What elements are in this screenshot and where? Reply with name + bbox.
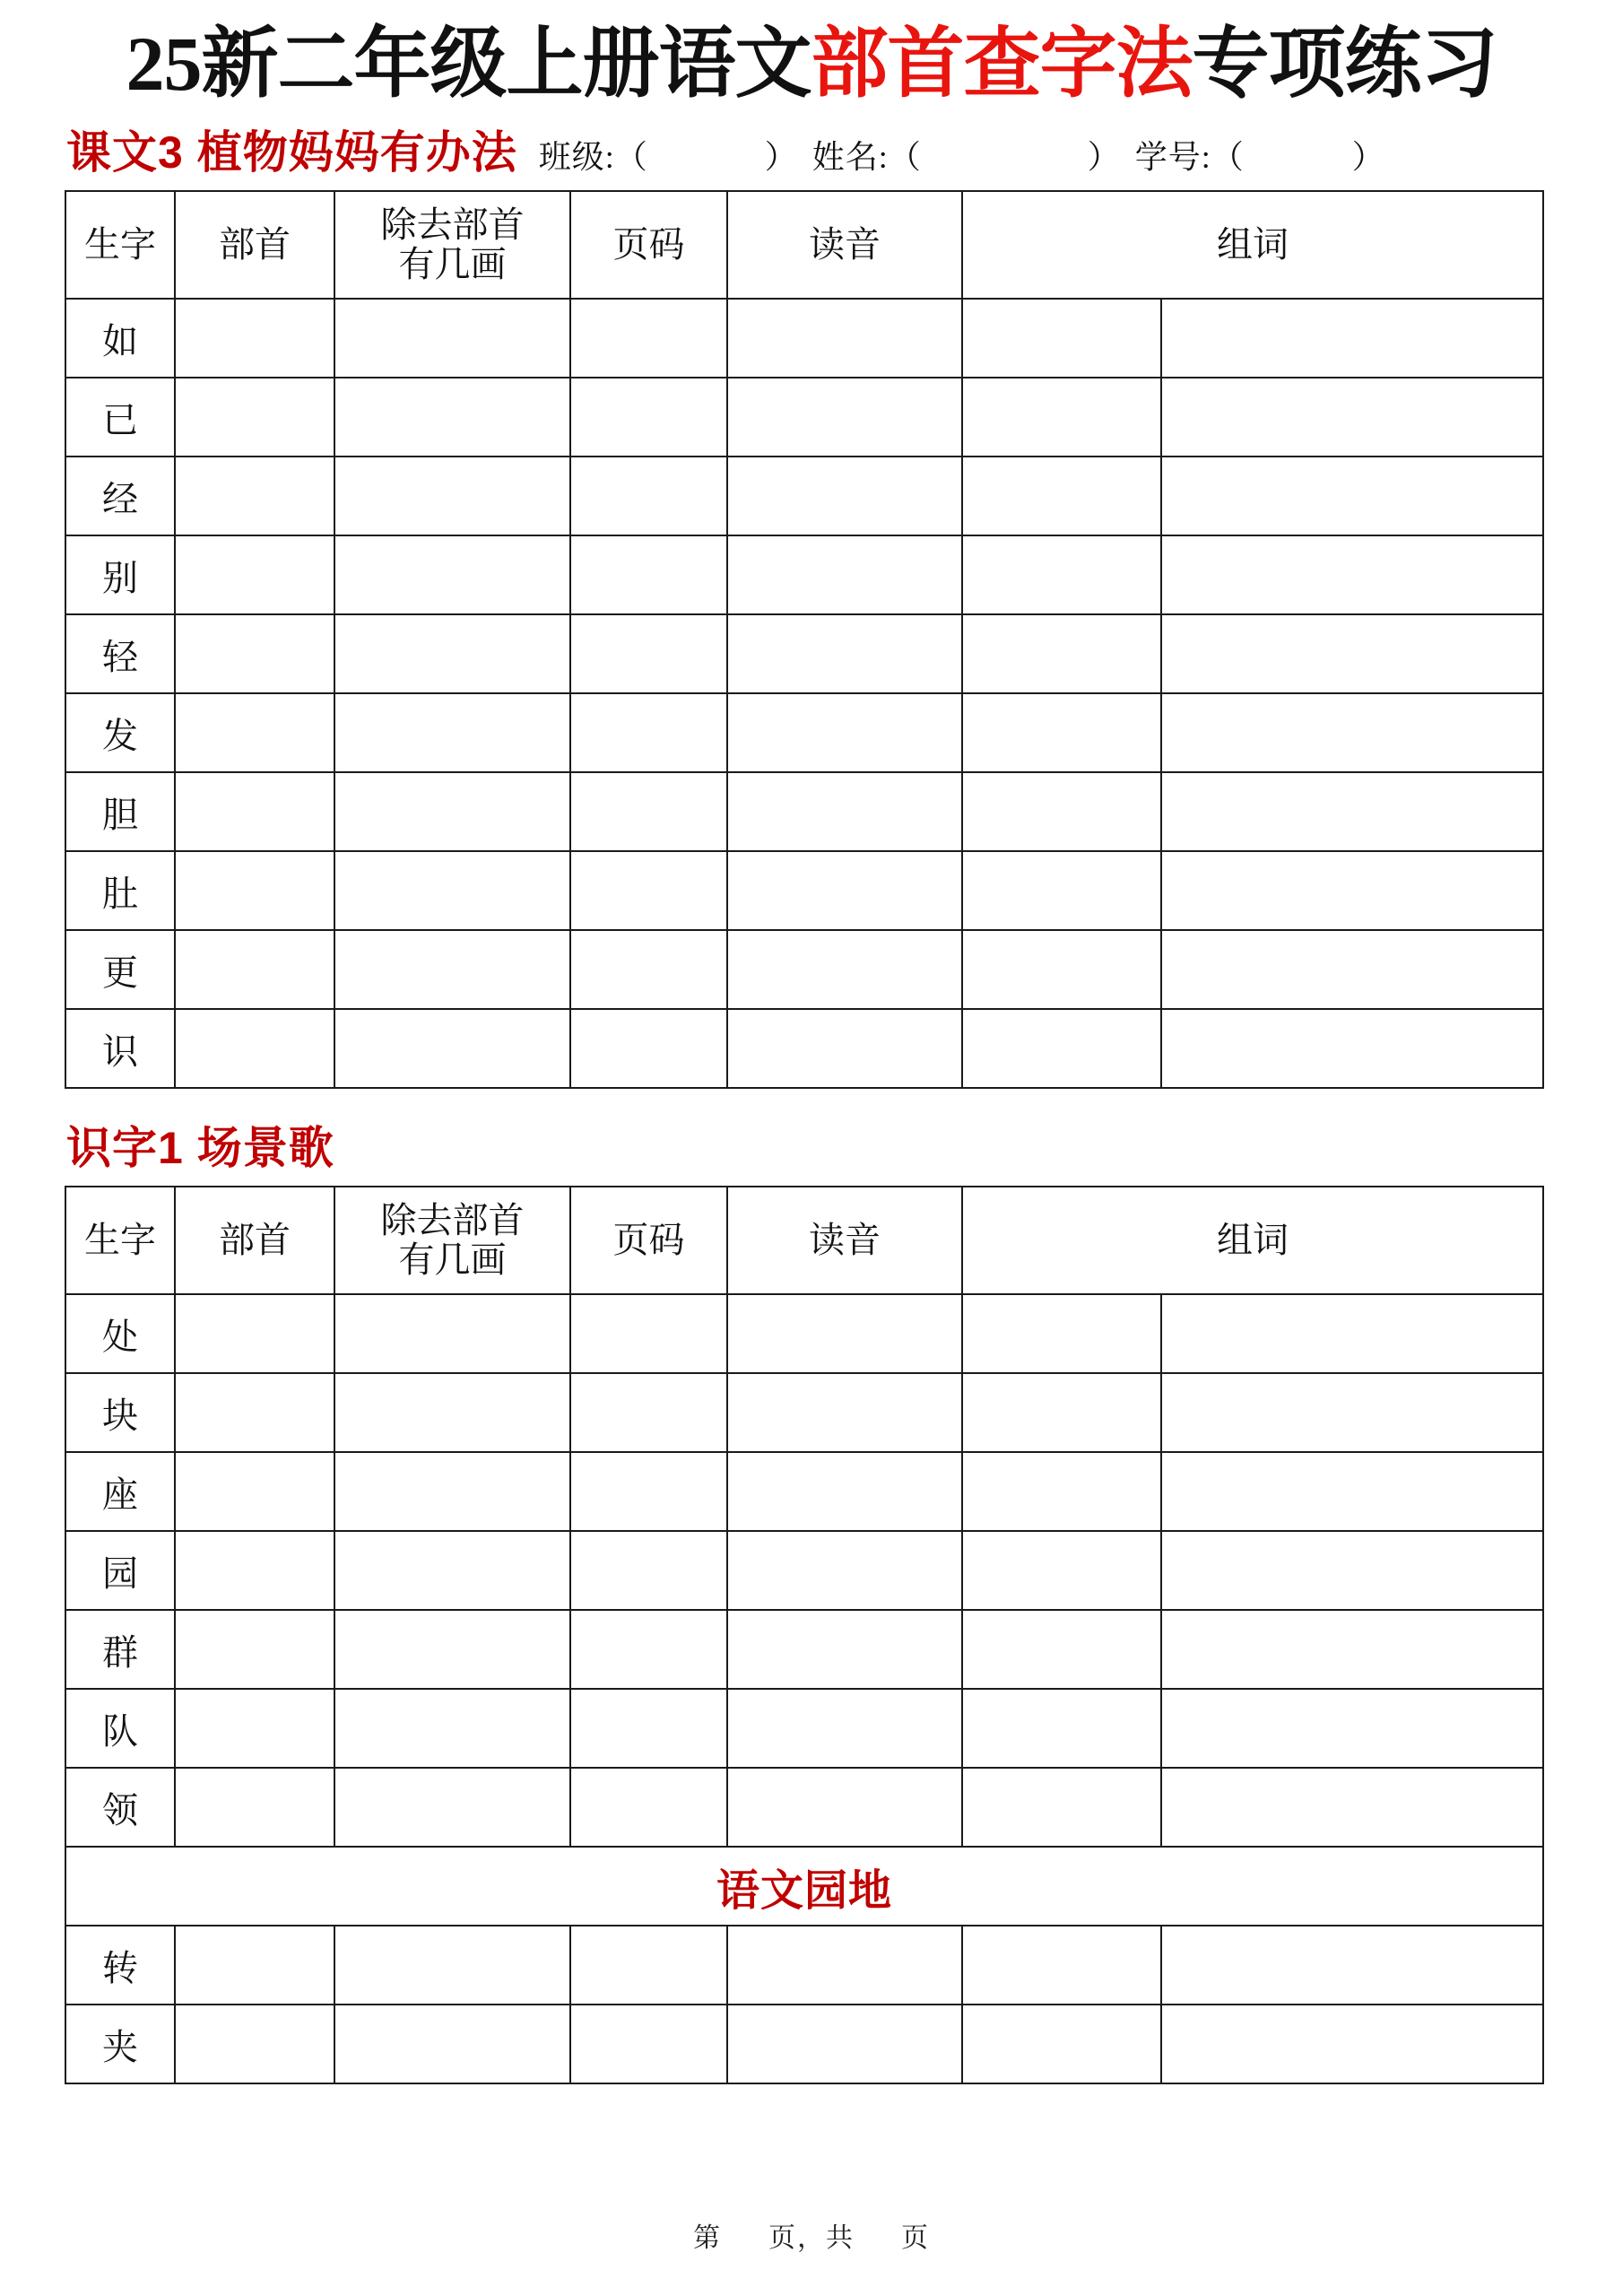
number-close-paren: ）: [1351, 139, 1385, 176]
cell-zuci-b[interactable]: [1161, 851, 1543, 930]
cell-duyin[interactable]: [727, 772, 962, 851]
cell-zuci-b[interactable]: [1161, 535, 1543, 614]
table-kewen3-body: [65, 299, 1543, 1088]
cell-huashu[interactable]: [334, 1689, 570, 1768]
cell-bushou[interactable]: [175, 930, 334, 1009]
cell-shengzi: 更: [65, 930, 175, 1009]
table-header-row: [65, 1187, 1543, 1294]
cell-zuci-a[interactable]: [962, 457, 1161, 535]
cell-yema[interactable]: [570, 2005, 727, 2083]
name-close-paren: ）: [1087, 139, 1121, 176]
cell-shengzi: 发: [65, 693, 175, 772]
cell-duyin[interactable]: [727, 1926, 962, 2005]
cell-shengzi: 群: [65, 1610, 175, 1689]
cell-duyin[interactable]: [727, 1768, 962, 1847]
cell-duyin[interactable]: [727, 1452, 962, 1531]
cell-huashu[interactable]: [334, 1452, 570, 1531]
table-row: [65, 378, 1543, 457]
cell-yema[interactable]: [570, 457, 727, 535]
cell-duyin[interactable]: [727, 614, 962, 693]
cell-huashu[interactable]: [334, 1926, 570, 2005]
cell-bushou[interactable]: [175, 1452, 334, 1531]
cell-bushou[interactable]: [175, 772, 334, 851]
cell-duyin[interactable]: [727, 1294, 962, 1373]
cell-yema[interactable]: [570, 378, 727, 457]
cell-zuci-a[interactable]: [962, 772, 1161, 851]
cell-shengzi: 别: [65, 535, 175, 614]
cell-shengzi: 识: [65, 1009, 175, 1088]
cell-zuci-a[interactable]: [962, 2005, 1161, 2083]
cell-zuci-b[interactable]: [1161, 1768, 1543, 1847]
cell-yema[interactable]: [570, 1009, 727, 1088]
cell-huashu[interactable]: [334, 1009, 570, 1088]
cell-zuci-a[interactable]: [962, 1610, 1161, 1689]
cell-bushou[interactable]: [175, 299, 334, 378]
table-row: [65, 1768, 1543, 1847]
table-row: [65, 1689, 1543, 1768]
cell-zuci-b[interactable]: [1161, 930, 1543, 1009]
cell-duyin[interactable]: [727, 2005, 962, 2083]
cell-duyin[interactable]: [727, 299, 962, 378]
cell-zuci-a[interactable]: [962, 1531, 1161, 1610]
col-header-bushou: 部首: [175, 191, 334, 299]
cell-yema[interactable]: [570, 614, 727, 693]
cell-shengzi: 领: [65, 1768, 175, 1847]
section-title-kewen3: 课文3 植物妈妈有办法: [66, 127, 517, 178]
table-row: [65, 1294, 1543, 1373]
student-info-fields: [539, 132, 1385, 178]
cell-shengzi: 座: [65, 1452, 175, 1531]
cell-huashu[interactable]: [334, 2005, 570, 2083]
cell-yema[interactable]: [570, 1294, 727, 1373]
cell-zuci-b[interactable]: [1161, 299, 1543, 378]
table-shizi1: [65, 1186, 1544, 2084]
cell-yema[interactable]: [570, 1768, 727, 1847]
col-header-shengzi: 生字: [65, 1187, 175, 1294]
table-row: [65, 1610, 1543, 1689]
cell-zuci-b[interactable]: [1161, 1610, 1543, 1689]
cell-yema[interactable]: [570, 851, 727, 930]
col-header-duyin: 读音: [727, 191, 962, 299]
cell-zuci-a[interactable]: [962, 930, 1161, 1009]
cell-zuci-a[interactable]: [962, 1926, 1161, 2005]
cell-zuci-a[interactable]: [962, 1373, 1161, 1452]
table-shizi1-body: [65, 1294, 1543, 2083]
class-close-paren: ）: [764, 139, 798, 176]
cell-huashu[interactable]: [334, 1531, 570, 1610]
cell-zuci-b[interactable]: [1161, 772, 1543, 851]
cell-zuci-b[interactable]: [1161, 1531, 1543, 1610]
subsection-title-text: 语文园地: [716, 1866, 892, 1915]
table-row: [65, 1452, 1543, 1531]
cell-shengzi: 转: [65, 1926, 175, 2005]
cell-shengzi: 园: [65, 1531, 175, 1610]
footer-prefix: 第: [693, 2223, 722, 2253]
cell-bushou[interactable]: [175, 614, 334, 693]
page-footer: [0, 2215, 1623, 2255]
cell-duyin[interactable]: [727, 1531, 962, 1610]
cell-duyin[interactable]: [727, 535, 962, 614]
section-title-shizi1: 识字1 场景歌: [66, 1123, 334, 1174]
cell-huashu[interactable]: [334, 1610, 570, 1689]
col-header-duyin: 读音: [727, 1187, 962, 1294]
cell-zuci-b[interactable]: [1161, 457, 1543, 535]
col-header-huashu: [334, 1187, 570, 1294]
cell-bushou[interactable]: [175, 693, 334, 772]
cell-yema[interactable]: [570, 772, 727, 851]
cell-bushou[interactable]: [175, 378, 334, 457]
title-part-2: 专项练习: [1192, 21, 1497, 107]
cell-zuci-a[interactable]: [962, 299, 1161, 378]
cell-zuci-a[interactable]: [962, 535, 1161, 614]
cell-yema[interactable]: [570, 1531, 727, 1610]
cell-zuci-a[interactable]: [962, 1294, 1161, 1373]
cell-bushou[interactable]: [175, 851, 334, 930]
col-header-huashu: [334, 191, 570, 299]
cell-huashu[interactable]: [334, 299, 570, 378]
cell-huashu[interactable]: [334, 614, 570, 693]
cell-yema[interactable]: [570, 693, 727, 772]
cell-huashu[interactable]: [334, 851, 570, 930]
title-highlight: 部首查字法: [811, 21, 1193, 107]
cell-zuci-b[interactable]: [1161, 1689, 1543, 1768]
cell-duyin[interactable]: [727, 693, 962, 772]
cell-shengzi: 处: [65, 1294, 175, 1373]
cell-zuci-b[interactable]: [1161, 1294, 1543, 1373]
cell-shengzi: 经: [65, 457, 175, 535]
cell-shengzi: 轻: [65, 614, 175, 693]
table-row: [65, 457, 1543, 535]
cell-shengzi: 夹: [65, 2005, 175, 2083]
table-row: [65, 1531, 1543, 1610]
table-row: [65, 614, 1543, 693]
cell-bushou[interactable]: [175, 1531, 334, 1610]
cell-yema[interactable]: [570, 1926, 727, 2005]
cell-zuci-b[interactable]: [1161, 614, 1543, 693]
page-title: [54, 0, 1569, 107]
table-row: [65, 2005, 1543, 2083]
cell-huashu[interactable]: [334, 378, 570, 457]
cell-bushou[interactable]: [175, 535, 334, 614]
table-row: [65, 299, 1543, 378]
col-header-zuci: 组词: [962, 191, 1543, 299]
cell-duyin[interactable]: [727, 1689, 962, 1768]
cell-shengzi: 块: [65, 1373, 175, 1452]
col-header-huashu-line2: 有几画: [398, 1239, 507, 1281]
cell-yema[interactable]: [570, 930, 727, 1009]
table-row: [65, 535, 1543, 614]
cell-bushou[interactable]: [175, 1689, 334, 1768]
subsection-row: [65, 1847, 1543, 1926]
cell-yema[interactable]: [570, 299, 727, 378]
col-header-shengzi: 生字: [65, 191, 175, 299]
class-label: 班级:（: [538, 139, 648, 176]
cell-duyin[interactable]: [727, 457, 962, 535]
cell-zuci-b[interactable]: [1161, 378, 1543, 457]
table-row: [65, 851, 1543, 930]
col-header-yema: 页码: [570, 191, 727, 299]
cell-shengzi: 已: [65, 378, 175, 457]
col-header-zuci: 组词: [962, 1187, 1543, 1294]
cell-zuci-a[interactable]: [962, 614, 1161, 693]
table-row: [65, 1926, 1543, 2005]
col-header-huashu-line1: 除去部首: [380, 1199, 525, 1240]
cell-zuci-a[interactable]: [962, 693, 1161, 772]
table-header-row: [65, 191, 1543, 299]
footer-suffix: 页: [901, 2223, 930, 2253]
cell-bushou[interactable]: [175, 1373, 334, 1452]
subsection-title-yuwenyuandi: [65, 1847, 1543, 1926]
cell-bushou[interactable]: [175, 1768, 334, 1847]
cell-duyin[interactable]: [727, 851, 962, 930]
cell-bushou[interactable]: [175, 457, 334, 535]
title-part-1: 25新二年级上册语文: [126, 21, 812, 107]
cell-duyin[interactable]: [727, 930, 962, 1009]
cell-shengzi: 胆: [65, 772, 175, 851]
cell-zuci-a[interactable]: [962, 1452, 1161, 1531]
cell-zuci-b[interactable]: [1161, 1373, 1543, 1452]
cell-duyin[interactable]: [727, 1009, 962, 1088]
cell-huashu[interactable]: [334, 930, 570, 1009]
cell-bushou[interactable]: [175, 1294, 334, 1373]
cell-zuci-a[interactable]: [962, 1689, 1161, 1768]
table-row: [65, 772, 1543, 851]
cell-huashu[interactable]: [334, 693, 570, 772]
cell-huashu[interactable]: [334, 772, 570, 851]
cell-zuci-b[interactable]: [1161, 1452, 1543, 1531]
section-1-heading-row: [54, 117, 1569, 181]
cell-duyin[interactable]: [727, 378, 962, 457]
table-row: [65, 693, 1543, 772]
cell-bushou[interactable]: [175, 1926, 334, 2005]
col-header-huashu-line2: 有几画: [398, 244, 507, 285]
cell-huashu[interactable]: [334, 457, 570, 535]
name-label: 姓名:（: [812, 139, 922, 176]
cell-shengzi: 如: [65, 299, 175, 378]
cell-zuci-b[interactable]: [1161, 1926, 1543, 2005]
col-header-bushou: 部首: [175, 1187, 334, 1294]
number-label: 学号:（: [1134, 139, 1245, 176]
cell-shengzi: 肚: [65, 851, 175, 930]
table-row: [65, 1373, 1543, 1452]
cell-zuci-b[interactable]: [1161, 693, 1543, 772]
cell-zuci-a[interactable]: [962, 851, 1161, 930]
table-row: [65, 930, 1543, 1009]
cell-zuci-b[interactable]: [1161, 1009, 1543, 1088]
cell-huashu[interactable]: [334, 1373, 570, 1452]
cell-yema[interactable]: [570, 1610, 727, 1689]
col-header-huashu-line1: 除去部首: [380, 204, 525, 245]
cell-bushou[interactable]: [175, 2005, 334, 2083]
cell-yema[interactable]: [570, 1373, 727, 1452]
table-kewen3: [65, 190, 1544, 1089]
cell-huashu[interactable]: [334, 535, 570, 614]
cell-bushou[interactable]: [175, 1009, 334, 1088]
cell-shengzi: 队: [65, 1689, 175, 1768]
cell-huashu[interactable]: [334, 1768, 570, 1847]
col-header-yema: 页码: [570, 1187, 727, 1294]
cell-duyin[interactable]: [727, 1610, 962, 1689]
cell-duyin[interactable]: [727, 1373, 962, 1452]
cell-yema[interactable]: [570, 535, 727, 614]
cell-huashu[interactable]: [334, 1294, 570, 1373]
cell-zuci-a[interactable]: [962, 1768, 1161, 1847]
cell-bushou[interactable]: [175, 1610, 334, 1689]
cell-zuci-a[interactable]: [962, 1009, 1161, 1088]
cell-yema[interactable]: [570, 1689, 727, 1768]
table-row: [65, 1009, 1543, 1088]
cell-zuci-b[interactable]: [1161, 2005, 1543, 2083]
cell-zuci-a[interactable]: [962, 378, 1161, 457]
cell-yema[interactable]: [570, 1452, 727, 1531]
footer-mid: 页，共: [768, 2223, 855, 2253]
